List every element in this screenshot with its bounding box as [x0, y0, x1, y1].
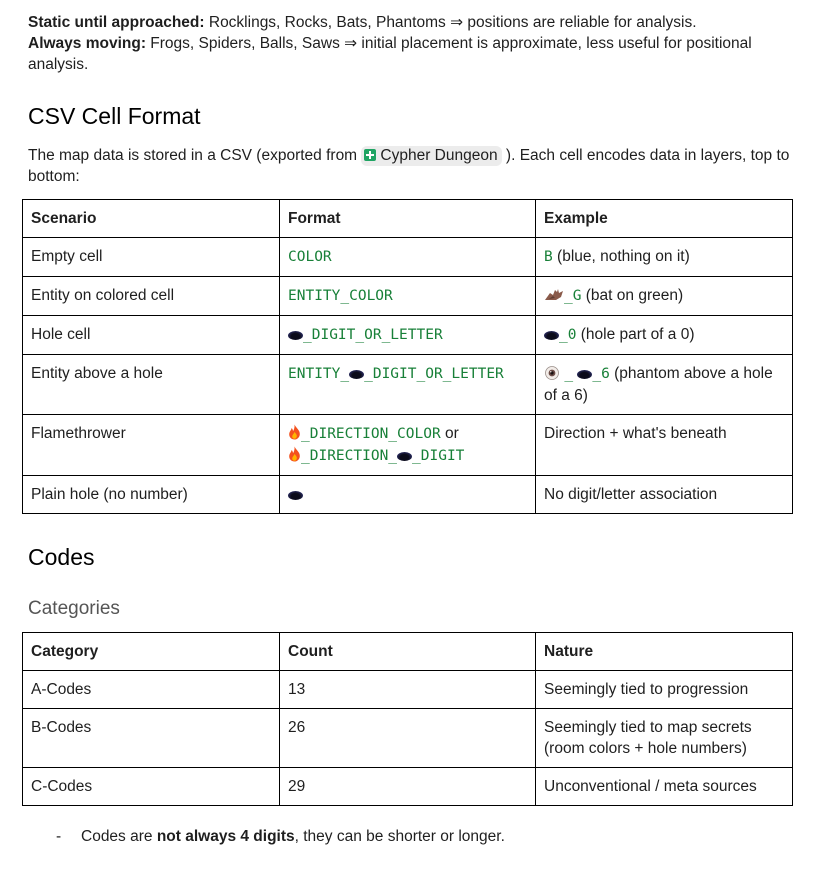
hole-icon [288, 491, 303, 500]
cell-format [280, 415, 536, 476]
categories-subheading: Categories [28, 598, 120, 619]
example-code: _G [564, 288, 582, 304]
cell-example: No digit/letter association [536, 476, 793, 514]
static-text: Rocklings, Rocks, Bats, Phantoms ⇒ positions are reliable for analysis. [204, 14, 697, 31]
bullet-text-before: Codes are [81, 828, 157, 845]
table-row [23, 415, 793, 476]
hole-icon [397, 452, 412, 461]
eye-icon [544, 365, 560, 381]
cell-example [536, 277, 793, 316]
static-label: Static until approached: [28, 14, 205, 31]
hole-icon [288, 331, 303, 340]
table-row [23, 709, 793, 768]
example-code-a: _ [564, 366, 574, 382]
cell-nature: Unconventional / meta sources [536, 768, 793, 806]
cell-scenario: Empty cell [23, 238, 280, 277]
format-code-b: _DIGIT_OR_LETTER [364, 366, 504, 382]
format-code: ENTITY_COLOR [288, 288, 393, 304]
intro-static-line [28, 12, 798, 33]
table-row [23, 238, 793, 277]
format-code-a: _DIRECTION_COLOR [301, 426, 441, 442]
example-text: (blue, nothing on it) [552, 248, 690, 265]
cell-format [280, 316, 536, 355]
codes-heading: Codes [28, 544, 95, 570]
intro-moving-line [28, 33, 798, 75]
example-code: _0 [559, 327, 577, 343]
table-row [23, 476, 793, 514]
table-row [23, 316, 793, 355]
format-code: COLOR [288, 249, 332, 265]
cell-format [280, 476, 536, 514]
moving-label: Always moving: [28, 35, 146, 52]
header-scenario: Scenario [23, 200, 280, 238]
cell-category: A-Codes [23, 671, 280, 709]
bullet-dash: - [56, 828, 62, 845]
header-count: Count [280, 633, 536, 671]
format-code-b: _DIRECTION_ [301, 448, 398, 464]
cell-example: Direction + what's beneath [536, 415, 793, 476]
cell-nature: Seemingly tied to progression [536, 671, 793, 709]
header-nature: Nature [536, 633, 793, 671]
document-page [28, 12, 798, 847]
cell-count: 26 [280, 709, 536, 768]
hole-icon [544, 331, 559, 340]
hole-icon [349, 370, 364, 379]
cell-count: 13 [280, 671, 536, 709]
cell-example [536, 316, 793, 355]
example-code-b: _6 [592, 366, 610, 382]
cell-scenario: Flamethrower [23, 415, 280, 476]
csv-format-heading: CSV Cell Format [28, 103, 201, 129]
format-code: _DIGIT_OR_LETTER [303, 327, 443, 343]
spreadsheet-icon [364, 149, 376, 161]
bat-icon [544, 288, 564, 302]
example-text: (hole part of a 0) [576, 326, 695, 343]
table-header-row [23, 200, 793, 238]
moving-text: Frogs, Spiders, Balls, Saws ⇒ initial placement is approximate, less useful for positional analysis. [28, 35, 752, 73]
example-text: (phantom above a hole of a 6) [544, 365, 773, 404]
cell-count: 29 [280, 768, 536, 806]
header-category: Category [23, 633, 280, 671]
cell-scenario: Entity above a hole [23, 355, 280, 415]
cell-scenario: Plain hole (no number) [23, 476, 280, 514]
example-code: B [544, 249, 553, 265]
cell-example [536, 355, 793, 415]
cell-format [280, 238, 536, 277]
cell-format [280, 277, 536, 316]
desc-text-after: ). Each cell encodes data in layers, top to bottom: [28, 147, 790, 185]
bullet-bold-text: not always 4 digits [156, 828, 295, 845]
format-code-a: ENTITY_ [288, 366, 350, 382]
flame-icon [288, 424, 301, 440]
cell-nature: Seemingly tied to map secrets (room colors + hole numbers) [536, 709, 793, 768]
table-header-row [23, 633, 793, 671]
format-or-text: or [440, 425, 459, 442]
csv-description [28, 145, 798, 187]
flame-icon [288, 446, 301, 462]
cell-category: C-Codes [23, 768, 280, 806]
table-row [23, 355, 793, 415]
cypher-dungeon-link-chip[interactable] [361, 146, 501, 166]
table-row [23, 671, 793, 709]
bullet-text-after: , they can be shorter or longer. [294, 828, 505, 845]
cell-example [536, 238, 793, 277]
header-format: Format [280, 200, 536, 238]
cell-category: B-Codes [23, 709, 280, 768]
cell-scenario: Hole cell [23, 316, 280, 355]
csv-format-table [22, 199, 793, 514]
header-example: Example [536, 200, 793, 238]
example-text: (bat on green) [581, 287, 684, 304]
hole-icon [577, 370, 592, 379]
desc-text-before: The map data is stored in a CSV (exported from [28, 147, 362, 164]
table-row [23, 277, 793, 316]
categories-table [22, 632, 793, 806]
cell-format [280, 355, 536, 415]
table-row [23, 768, 793, 806]
format-code-c: _DIGIT [412, 448, 465, 464]
cell-scenario: Entity on colored cell [23, 277, 280, 316]
chip-label: Cypher Dungeon [380, 147, 498, 164]
bullet-item [28, 826, 798, 847]
